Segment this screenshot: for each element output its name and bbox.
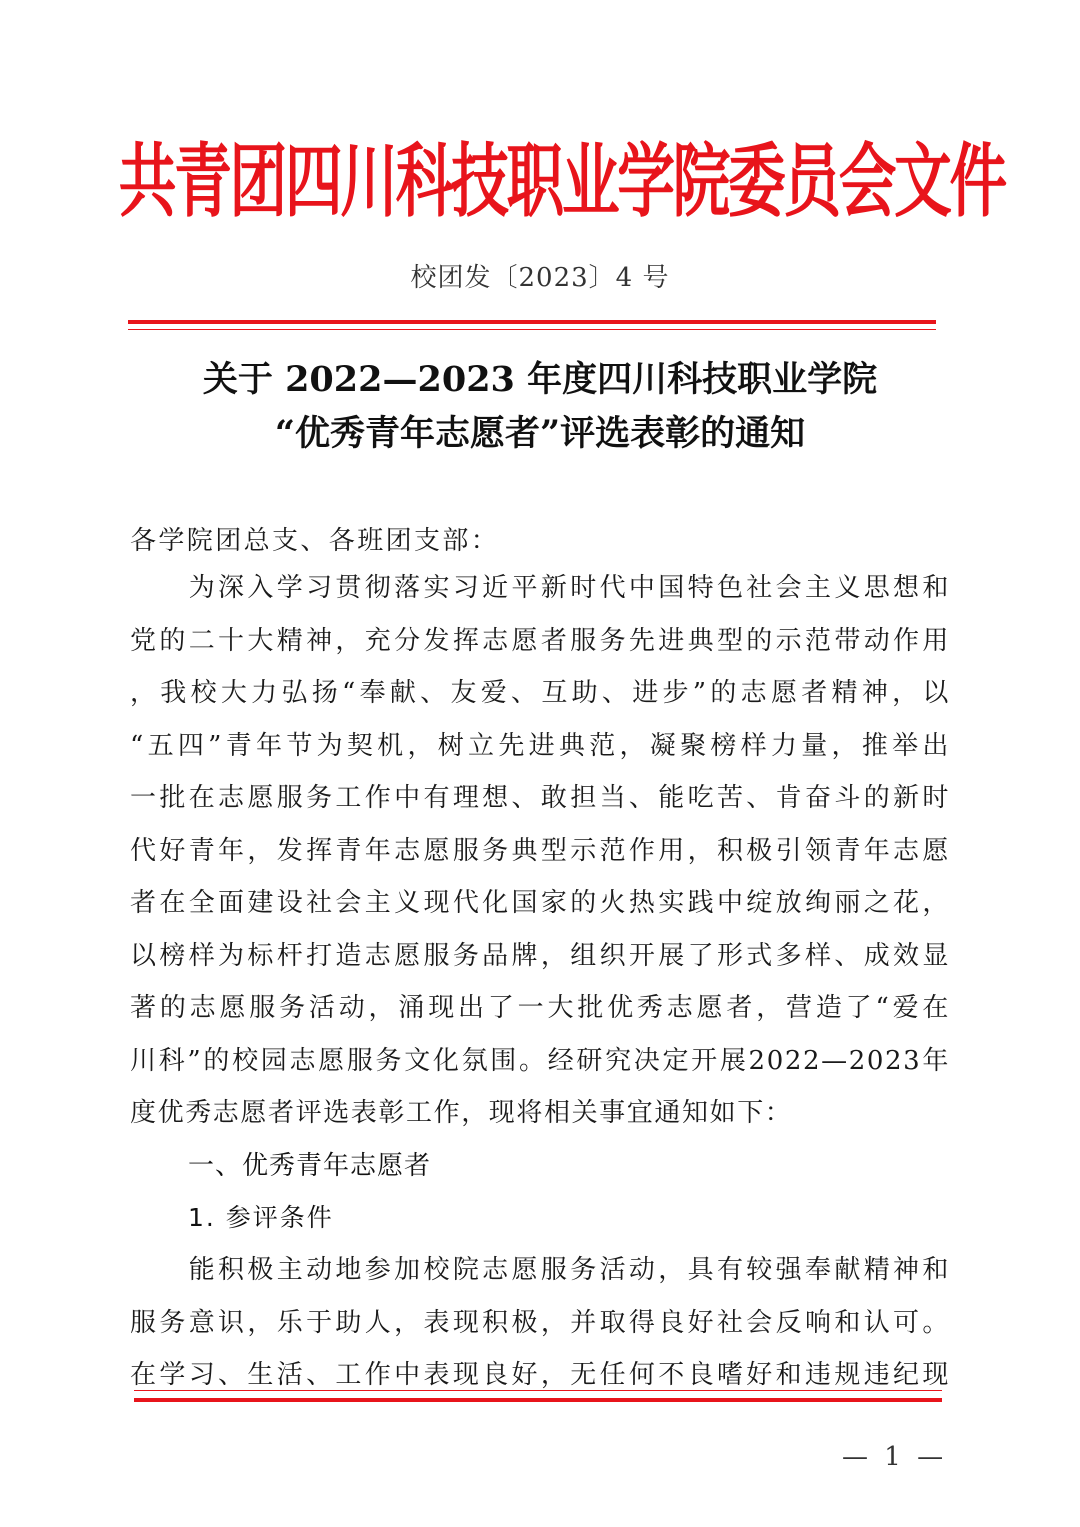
intro-paragraph — [130, 562, 950, 1140]
intro-line: 者在全面建设社会主义现代化国家的火热实践中绽放绚丽之花， — [130, 888, 950, 918]
criteria-line: 在学习、生活、工作中表现良好，无任何不良嗜好和违规违纪现 — [130, 1360, 950, 1390]
criteria-paragraph — [130, 1244, 950, 1402]
criteria-line: 服务意识，乐于助人，表现积极，并取得良好社会反响和认可。 — [130, 1307, 950, 1338]
red-rule-top — [128, 320, 936, 324]
intro-line: ，我校大力弘扬“奉献、友爱、互助、进步”的志愿者精神，以 — [130, 678, 950, 708]
red-rule-top-thin — [128, 329, 936, 330]
intro-line: 川科”的校园志愿服务文化氛围。经研究决定开展2022—2023年 — [130, 1045, 950, 1076]
document-number: 校团发〔2023〕4 号 — [410, 263, 670, 293]
page-number: — 1 — — [842, 1442, 948, 1472]
notice-title-line-1: 关于 2022—2023 年度四川科技职业学院 — [202, 359, 878, 400]
intro-line: 以榜样为标杆打造志愿服务品牌，组织开展了形式多样、成效显 — [130, 940, 950, 971]
intro-line: “五四”青年节为契机，树立先进典范，凝聚榜样力量，推举出 — [130, 730, 950, 761]
section-subheading: 1. 参评条件 — [188, 1203, 334, 1232]
intro-line: 为深入学习贯彻落实习近平新时代中国特色社会主义思想和 — [130, 573, 950, 603]
salutation: 各学院团总支、各班团支部： — [130, 526, 500, 556]
intro-line: 著的志愿服务活动，涌现出了一大批优秀志愿者，营造了“爱在 — [130, 993, 950, 1023]
notice-title-line-2: “优秀青年志愿者”评选表彰的通知 — [274, 413, 806, 454]
criteria-line: 能积极主动地参加校院志愿服务活动，具有较强奉献精神和 — [130, 1255, 950, 1285]
intro-line-last: 度优秀志愿者评选表彰工作，现将相关事宜通知如下： — [130, 1098, 793, 1128]
document-masthead: 共青团四川科技职业学院委员会文件 — [118, 135, 1005, 229]
red-rule-bottom — [134, 1398, 942, 1402]
red-rule-bottom-thin — [134, 1390, 942, 1391]
intro-line: 代好青年，发挥青年志愿服务典型示范作用，积极引领青年志愿 — [130, 835, 950, 866]
section-heading: 一、优秀青年志愿者 — [188, 1151, 432, 1181]
intro-line: 一批在志愿服务工作中有理想、敢担当、能吃苦、肯奋斗的新时 — [130, 783, 950, 813]
intro-line: 党的二十大精神，充分发挥志愿者服务先进典型的示范带动作用 — [130, 625, 950, 656]
